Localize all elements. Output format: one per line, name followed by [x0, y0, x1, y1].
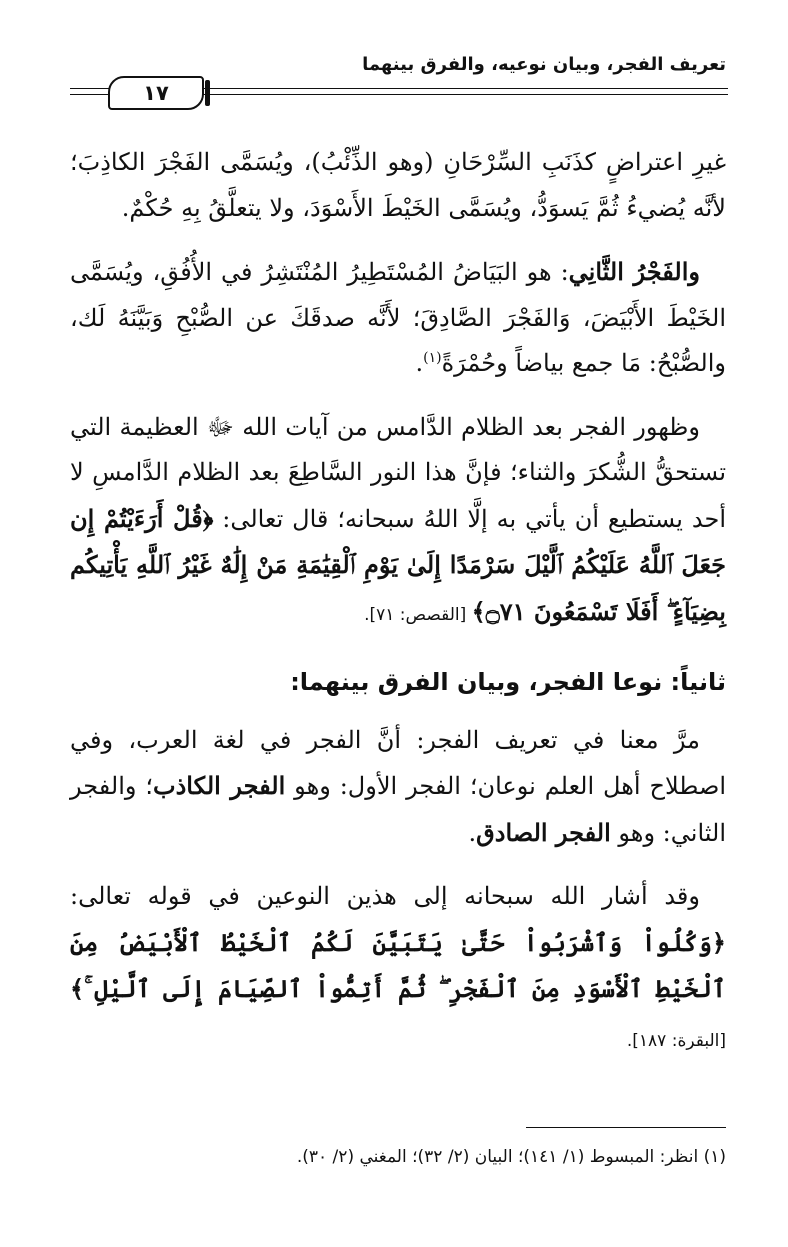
- footnote-rule: [526, 1127, 726, 1128]
- verse-reference-baqarah: [البقرة: ١٨٧].: [626, 1030, 726, 1051]
- running-header-title: تعريف الفجر، وبيان نوعيه، والفرق بينهما: [362, 54, 726, 75]
- paragraph-5: [70, 874, 726, 1064]
- quran-verse-baqarah: ﴿وَكُلُواْ وَٱشْرَبُواْ حَتَّىٰ يَتَبَيَّنَ لَكُمُ ٱلْخَيْطُ ٱلْأَبْيَضُ مِنَ ٱلْخَيْطِ ٱلْأَسْوَدِ مِنَ ٱلْفَجْرِ ۖ ثُمَّ أَتِمُّواْ ٱلصِّيَامَ إِلَى ٱلَّيْلِ ۚ﴾: [70, 927, 726, 1003]
- paragraph-2-end: .: [415, 349, 424, 377]
- term-true-dawn: الفجر الصادق: [476, 817, 611, 847]
- section-heading: ثانياً: نوعا الفجر، وبيان الفرق بينهما:: [290, 668, 726, 696]
- paragraph-1-text: غيرِ اعتراضٍ كذَنَبِ السِّرْحَانِ (وهو الذِّئْبُ)، ويُسَمَّى الفَجْرَ الكاذِبَ؛ لأنَّه يُضيءُ ثُمَّ يَسوَدُّ، ويُسَمَّى الخَيْطَ الأَسْوَدَ، ولا يتعلَّقُ بِهِ حُكْمٌ.: [70, 148, 726, 222]
- paragraph-5-text: وقد أشار الله سبحانه إلى هذين النوعين في قوله تعالى:: [70, 882, 700, 910]
- footnote: (١) انظر: المبسوط (١/ ١٤١)؛ البيان (٢/ ٣٢)؛ المغني (٢/ ٣٠).: [296, 1147, 726, 1167]
- term-second-dawn: والفَجْرُ الثَّانِي: [568, 257, 700, 286]
- paragraph-4: [70, 718, 726, 857]
- page-number: ١٧: [108, 76, 204, 110]
- footnote-marker[interactable]: (١): [423, 350, 442, 366]
- paragraph-4-text-d: .: [468, 818, 477, 847]
- verse-reference-qasas: [القصص: ٧١].: [364, 604, 472, 625]
- paragraph-4-text-c: ؛ والفجر الثاني: وهو: [70, 772, 726, 847]
- body-text: [70, 140, 726, 1082]
- paragraph-2-text: : هو البَيَاضُ المُسْتَطِيرُ المُنْتَشِرُ في الأُفُقِ، ويُسَمَّى الخَيْطَ الأَبْيَضَ، وَالفَجْرَ الصَّادِقَ؛ لأَنَّه صدقَكَ عن الصُّبْحِ وَبَيَّنَهُ لَك، والصُّبْحُ: مَا جمع بياضاً وحُمْرَةً: [70, 258, 726, 377]
- paragraph-2: [70, 249, 726, 387]
- paragraph-4-text-a: مرَّ معنا في تعريف الفجر: أنَّ الفجر في لغة العرب، وفي اصطلاح أهل العلم نوعان؛ الفجر الأول: وهو: [70, 725, 726, 800]
- paragraph-3: [70, 405, 726, 639]
- quran-verse-qasas: ﴿قُلْ أَرَءَيْتُمْ إِن جَعَلَ ٱللَّهُ عَلَيْكُمُ ٱلَّيْلَ سَرْمَدًا إِلَىٰ يَوْمِ ٱلْقِيَٰمَةِ مَنْ إِلَٰهٌ غَيْرُ ٱللَّهِ يَأْتِيكُم بِضِيَآءٍ ۖ أَفَلَا تَسْمَعُونَ ۝٧١﴾: [70, 503, 726, 626]
- paragraph-3-text: وظهور الفجر بعد الظلام الدَّامس من آيات الله ﷻ العظيمة التي تستحقُّ الشُّكرَ والثناء؛ فإنَّ هذا النور السَّاطِعَ بعد الظلام الدَّامسِ لا أحد يستطيع أن يأتي به إلَّا اللهُ سبحانه؛ قال تعالى:: [70, 412, 726, 533]
- term-false-dawn: الفجر الكاذب: [152, 771, 286, 800]
- paragraph-1: [70, 140, 726, 231]
